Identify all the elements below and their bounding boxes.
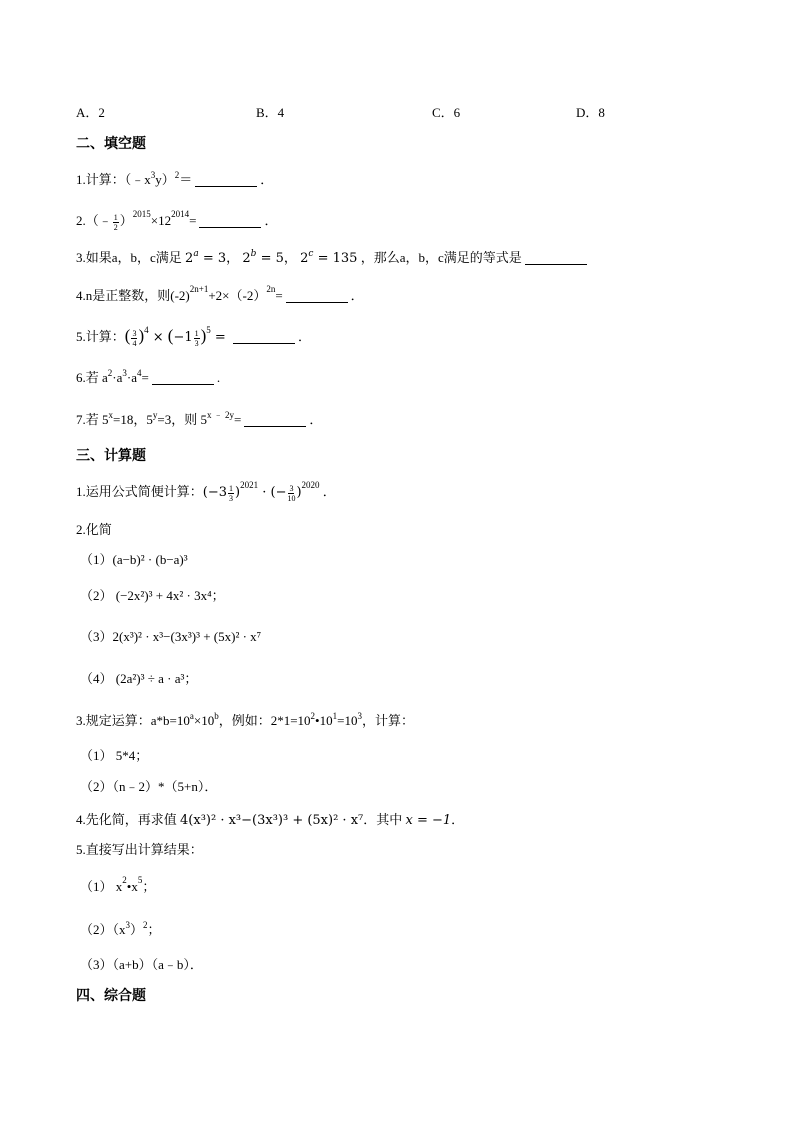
answer-blank[interactable] [233, 329, 295, 344]
option-a: A．2 [76, 105, 105, 120]
question-3-5-item-2: $(2)(x^3)^2$； [80, 920, 161, 937]
answer-blank[interactable] [195, 172, 257, 187]
question-3-2-title: 2.化简 [76, 522, 112, 537]
fraction: $\frac{3}{10}$ [287, 483, 296, 503]
section-heading-fill-blank: 二、填空题 [76, 136, 146, 152]
fraction: $\frac{1}{2}$ [113, 212, 118, 232]
fraction: $\frac{3}{4}$ [132, 328, 137, 348]
question-3-2-item-2: （2） (−2x²)³ + 4x² · 3x⁴； [80, 588, 225, 603]
option-d: D．8 [576, 105, 605, 120]
answer-blank[interactable] [199, 213, 261, 228]
question-2-1: 1.计算：$(﹣x^3y)^2=$ ． [76, 170, 274, 187]
fraction: $\frac{1}{3}$ [229, 483, 234, 503]
question-3-3-item-1: （1） 5*4； [80, 748, 149, 763]
answer-blank[interactable] [286, 288, 348, 303]
fraction: $\frac{1}{3}$ [194, 328, 199, 348]
question-2-4: 4.n是正整数，则$(-2)^{2n+1}+2\times(-2)^{2n}=$ ． [76, 284, 364, 303]
question-2-5: 5.计算：( $\frac{3}{4}$ )$^4$ × (−1 $\frac{1}{3}$ )$^5$ = ． [76, 325, 311, 348]
question-3-5-item-1: （1） $x^2•x^5$； [80, 875, 156, 894]
option-b: B．4 [256, 105, 285, 120]
question-3-4: 4.先化简，再求值 4(x³)² · x³−(3x³)³ + (5x)² · x⁷．其中 x = −1． [76, 812, 465, 828]
question-3-2-item-3: （3）2(x³)² · x³−(3x³)³ + (5x)² · x⁷ [80, 629, 262, 644]
question-2-2: 2.（﹣ $\frac{1}{2}$ ）$^{2015}\times 12^{2014}=$ ． [76, 209, 278, 232]
question-3-5-title: 5.直接写出计算结果： [76, 842, 203, 857]
answer-blank[interactable] [152, 370, 214, 385]
question-3-2-item-4: （4） (2a²)³ ÷ a · a³； [80, 671, 198, 686]
question-3-2-item-1: （1）(a−b)² · (b−a)³ [80, 552, 188, 567]
section-heading-comprehensive: 四、综合题 [76, 988, 146, 1004]
answer-blank[interactable] [525, 250, 587, 265]
question-3-3: 3.规定运算：$a*b=10^a\times 10^b$，例如：$2*1=10^2•10^1=10^3$，计算： [76, 711, 414, 728]
question-2-7: 7.若 $5^x=18$，$5^y=3$，则 $5^{x ﹣ 2y}=$ ． [76, 410, 323, 427]
question-2-3: 3.如果a，b，c满足 $2^a = 3$， $2^b = 5$， $2^c = 135$ ，那么a，b，c满足的等式是 [76, 248, 590, 270]
question-3-3-item-2: （2）（n﹣2）*（5+n）． [80, 779, 218, 794]
answer-blank[interactable] [244, 412, 306, 427]
question-3-5-item-3: （3）（a+b）（a﹣b）． [80, 957, 203, 972]
question-3-1: 1.运用公式简便计算：(−3 $\frac{1}{3}$ )$^{2021}$ · (− $\frac{3}{10}$ )$^{2020}$ ． [76, 480, 336, 503]
option-c: C．6 [432, 105, 461, 120]
section-heading-calculation: 三、计算题 [76, 448, 146, 464]
question-2-6: 6.若 $a^2\cdot a^3\cdot a^4=$ . [76, 368, 221, 385]
